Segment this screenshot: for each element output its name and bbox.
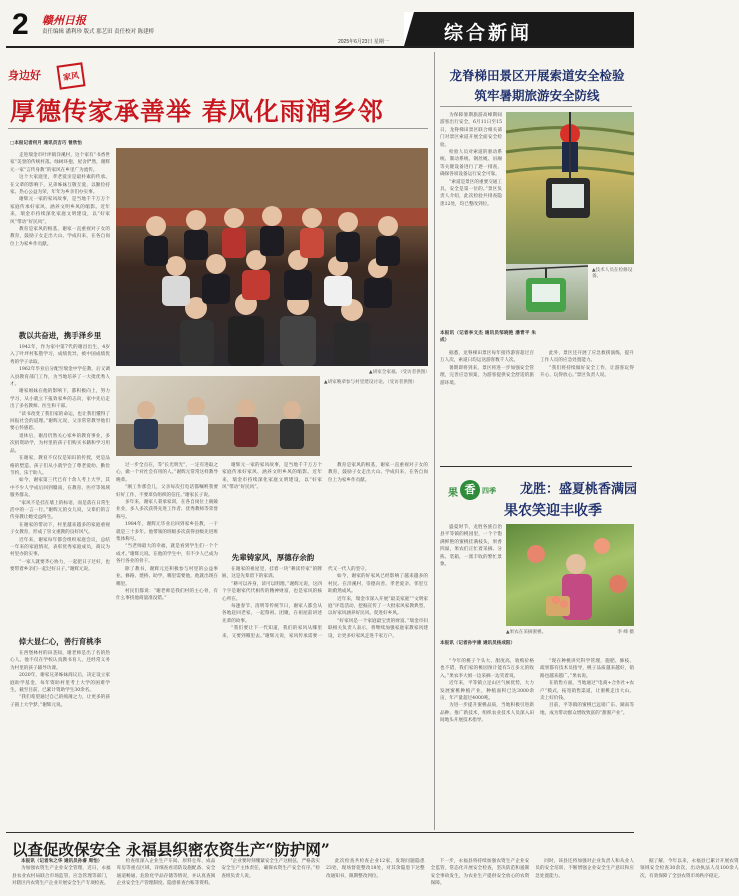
paragraph: “耕可以养身，读可以明理。”谢辉元说，这四个字是谢家代代相传的精神财富，也是家风的核心所在。 xyxy=(222,581,322,602)
paragraph: 据悉，龙脊梯田景区每年接待游客超过百万人次，索道日均运送游客数千人次。 xyxy=(440,351,534,364)
banner-notch xyxy=(404,12,414,46)
badge-post: 四季 xyxy=(482,486,496,495)
right-top-subheadline: 筑牢暑期旅游安全防线 xyxy=(474,88,600,103)
peach-photo-caption: ▲果农在采摘蜜桃。 xyxy=(506,630,547,635)
column-label-block xyxy=(8,64,92,86)
staff-credits: 责任编辑 潘利珍 版式 那艺田 责任校对 陈建桥 xyxy=(42,29,155,35)
bottom-rule xyxy=(6,832,634,833)
bottom-headline: 以查促改保安全 永福县织密农资生产“防护网” xyxy=(12,840,330,859)
paragraph: 每逢春节、清明等传统节日，谢家人都会从各地赶回老家，一起祭祖、团聚，在祖屋前讲述先辈的故事。 xyxy=(222,604,322,624)
paragraph: 为进一步提升蜜桃品质，当地积极引进新品种、推广新技术，组织农业技术人员深入田间地头开展技术指导。 xyxy=(440,703,534,724)
paragraph: 检验人员对索道的驱动系统、制动系统、钢丝绳、吊厢等关键设备进行了逐一排查，确保各项设备运行安全可靠。 xyxy=(440,150,502,178)
section-banner xyxy=(404,12,634,46)
subhead-2: 倬大显仁心，善行育桃李 xyxy=(18,637,102,646)
right-mid-col1 xyxy=(440,524,502,628)
paragraph: 下一步，永福县将持续加强农资生产企业安全监管，常态化开展安全检查，坚决防范和遏制安全事故发生，为农业生产提供安全放心的农资保障。 xyxy=(430,859,530,887)
right-top-col1 xyxy=(440,112,502,326)
lead-col2 xyxy=(116,462,218,828)
right-top-headline: 龙脊梯田景区开展索道安全检验 xyxy=(449,68,625,83)
paragraph: 教育是家风的根基，谢家一直重视对子女的教育，鼓励子女走出大山、学成归来，在各自岗位上为家乡作贡献。 xyxy=(328,463,428,483)
right-mid-headline-b: 果农笑迎丰收季 xyxy=(504,503,602,519)
paragraph: 近年来，平等镇立足山区气候优势，大力发展蜜桃种植产业，种植面积已达3000余亩，年产量超过4000吨。 xyxy=(440,681,534,702)
column-stamp: 家风 xyxy=(56,62,85,89)
paragraph: 近年来，谢家每年都会组织家庭会议，总结一年来的家庭情况，表彰优秀家庭成员，商议为村里办的实事。 xyxy=(10,537,110,558)
lead-col3 xyxy=(222,566,428,828)
paragraph: 在谢家的祖屋里，挂着一块“耕读传家”的牌匾，这是先辈留下的家训。 xyxy=(222,567,322,580)
cable-car-icon xyxy=(506,264,588,320)
paragraph: “好家风是一个家庭最宝贵的财富。”瑞金市妇联相关负责人表示，将继续加强家庭家教家风建设，让更多好家风走进千家万户。 xyxy=(328,618,428,639)
headline-rule xyxy=(8,128,428,129)
paragraph: “现在种桃讲究科学管理，施肥、修枝、疏果都有技术员指导，桃子品质越来越好，销路也越来越广。”果农说。 xyxy=(540,659,634,679)
section-title: 综合新闻 xyxy=(444,22,533,44)
masthead: 赣州日报 xyxy=(42,14,86,27)
right-mid-body xyxy=(440,658,634,828)
discussion-photo-caption: ▲胡家晚辈参与村里建设讨论。（受访者供图） xyxy=(324,380,418,385)
paragraph: 谢辉元一家的家风故事，是当地千千万万个家庭传承好家风、涵养文明乡风的缩影。近年来，瑞金市持续深化家庭文明建设，以“好家风”带动“好民风”。 xyxy=(222,463,322,491)
paragraph: 近年来，瑞金市深入开展“最美家庭”“文明家庭”评选活动，挖掘宣传了一大批家风家教典型，以好家风涵养好民风、促进好乡风。 xyxy=(328,596,428,617)
cableway-photo-lower xyxy=(506,264,588,320)
paragraph: 除了教书，谢辉元还积极参与村里的公益事业。修路、建桥、助学，哪里需要他，他就出现在哪里。 xyxy=(116,566,218,587)
page-column-rule xyxy=(434,52,435,830)
peach-photo-credit: 李 峰 摄 xyxy=(617,630,634,635)
header-rule xyxy=(6,46,634,48)
paragraph: 盛夏时节，龙胜各族自治县平等镇的桃园里，一个个饱满鲜艳的蜜桃挂满枝头，果香四溢，果农们正忙着采摘、分拣、装箱，一派丰收的繁忙景象。 xyxy=(440,525,502,568)
paragraph: 据了解，今年以来，永福县已累计开展农资领域安全检查30余次，出动执法人员100余人次，有效保障了全县农资市场秩序稳定。 xyxy=(639,859,739,879)
paragraph: 如今，谢家第三代已有十余人考上大学，其中不少人学成后回到赣南，在教育、医疗等领域服务群众。 xyxy=(10,478,110,499)
right-divider xyxy=(440,466,632,467)
peach-photo-scene xyxy=(506,524,634,626)
paragraph: 多年来，谢家人秉承家训，在各自岗位上兢兢业业，多人多次获得先进工作者、优秀教师等荣誉称号。 xyxy=(116,500,218,520)
peach-photo xyxy=(506,524,634,626)
paragraph: 谢家姐妹在他的影响下，都积极向上，努力学习，从小就立下报效家乡的志向，家中先后走出了多名教师、医生和干部。 xyxy=(10,389,110,410)
bottom-byline: 本报讯（记者朱之华 通讯员孙睿 周怡） xyxy=(21,859,103,864)
cableway-photo-scene xyxy=(506,112,634,264)
family-photo-caption: ▲胡家全家福。（受访者供图） xyxy=(369,370,430,375)
right-mid-byline: 本报讯（记者孙宇康 通讯员杨成阳） xyxy=(440,641,516,646)
cableway-photo-caption: ▲技术人员在检修设备。 xyxy=(592,268,633,279)
paragraph: “刚工作那会儿，父亲每次打电话都嘱咐我要好好工作，不要辜负组织的信任。”谢家长子说。 xyxy=(116,485,218,498)
family-photo xyxy=(116,148,428,366)
paragraph: 检查组深入企业生产车间、原料仓库、成品库房等重点区域，详细查看消防设施配备、安全通道畅通、危险化学品存储等情况，并认真查阅企业安全生产管理制度、隐患排查台账等资料。 xyxy=(116,859,216,887)
paragraph: 为加强农资生产企业安全管理，近日，永福县农业农村局联合市场监管、应急管理等部门，对辖区内农资生产企业开展安全生产专项检查。 xyxy=(12,866,111,887)
paragraph: 这个大家庭里，孝老爱亲是最朴素的传承。在父辈的影响下，兄弟姊妹互敬互爱，以勤俭持家、热心公益为荣，年年为乡亲们办实事。 xyxy=(10,175,110,196)
paragraph: 同时，该县还将加强对企业负责人和从业人员的安全培训，不断增强企业安全生产意识和应急处置能力。 xyxy=(535,859,634,879)
lead-col1 xyxy=(10,344,110,634)
paragraph: 教育是家风的根基，谢家一直重视对子女的教育，鼓励子女走出大山、学成归来，在各自岗位上为家乡作贡献。 xyxy=(10,227,110,247)
badge-main: 香 xyxy=(460,480,480,500)
issue-date: 2025年6月23日 星期一 xyxy=(338,39,389,45)
paragraph: “我们希望通过自己的绵薄之力，让更多的孩子圆上大学梦。”谢辉元说。 xyxy=(10,695,110,708)
lead-col1b xyxy=(10,650,110,826)
discussion-photo xyxy=(116,376,320,456)
lead-col2-top xyxy=(222,462,428,548)
paragraph: 如今，谢家的好家风已经影响了越来越多的村民。在洋溪村，崇德向善、孝老爱亲、邻里互助蔚然成风。 xyxy=(328,574,428,595)
paragraph: 退休后，谢昌仍然关心家乡的教育事业，多次捐资助学，为村里的孩子们购买书籍和学习用品。 xyxy=(10,433,110,454)
family-photo-figures xyxy=(116,148,428,366)
subhead-1: 教以共奋进，携手泽乡里 xyxy=(18,331,102,340)
right-top-col2 xyxy=(440,350,634,462)
paragraph: “企业要时刻绷紧安全生产这根弦，严格落实安全生产主体责任，确保农资生产安全有序。”检查组负责人说。 xyxy=(221,859,320,879)
paragraph: 过一步全点在，等“长光明光”，一定有进取之心，做一个对社会有用的人。”谢辉元常常这样教导晚辈。 xyxy=(116,463,218,483)
paragraph: “我们将持续做好安全工作，让游客玩得开心、玩得放心。”景区负责人说。 xyxy=(540,365,634,379)
paragraph: 在谢家的带动下，村里越来越多的家庭重视子女教育，形成了崇文重教的良好风气。 xyxy=(10,522,110,536)
badge-pre: 果 xyxy=(448,488,458,499)
page-number: 2 xyxy=(12,8,29,41)
cableway-photo xyxy=(506,112,634,264)
paragraph: 此次检查共检查企业12家，发现问题隐患23处，现场督促整改18处，对其余隐患下达整改通知书，限期整改到位。 xyxy=(325,859,425,879)
lead-byline: □本报记者何月 通讯员吉巧 曾欣怡 xyxy=(10,141,82,146)
paragraph: “读书改变了我们家的命运，也让我们懂得了回报社会的道理。”谢辉元说，父亲常常教导他们要心怀感恩。 xyxy=(10,411,110,432)
paragraph: 走进瑞金市叶坪镇洋溪村，这个家有“书香世家”美誉的传统村落。绿树环抱，屋舍俨然，谢辉元一家“言传身教”的家风在乡里广为流传。 xyxy=(10,153,110,173)
bottom-body xyxy=(12,858,739,894)
paragraph: 1942年，作为家中第7代的谢昌出生，4岁入了叶坪村私塾学习，成绩优异，被中国成绩优秀的学子录取。 xyxy=(10,345,110,365)
paragraph: 1984年，谢辉元毕业后回到家乡任教，一干就是三十多年。他带领的班级多次获得县级先进班集体称号。 xyxy=(116,522,218,543)
paragraph: 谢辉元一家的家风故事，是当地千千万万个家庭传承好家风、涵养文明乡风的缩影。近年来，瑞金市持续深化家庭文明建设，以“好家风”带动“好民风”。 xyxy=(10,197,110,225)
paragraph: 暑期即将到来，景区将进一步加强安全管理，完善应急预案，为游客提供安全舒适的旅游环境。 xyxy=(440,365,534,386)
paragraph: 在西堡林村的田垄间，谢老师是出了名的热心人。他不仅在学校认真教书育人，还经常义务为村里的孩子辅导功课。 xyxy=(10,651,110,671)
paragraph: “家风不是挂在墙上的标语，而是落在日常生活中的一言一行。”谢辉元的女儿说，父辈们的言传身教让她受益终生。 xyxy=(10,500,110,521)
paragraph: “一家人就要齐心协力，一起把日子过好，也要带着乡亲们一起过好日子。”谢辉元说。 xyxy=(10,559,110,573)
column-label: 身边好 xyxy=(8,69,41,82)
lead-intro xyxy=(10,152,110,326)
paragraph: “我们要让下一代知道，我们的家风从哪里来，又要到哪里去。”谢辉元说，家风传承需要一代又一代人的坚守。 xyxy=(222,567,370,639)
discussion-photo-figures xyxy=(116,376,320,456)
paragraph: 村民们都说：“谢老师是我们村的主心骨，有什么事找他商量准没错。” xyxy=(116,588,218,602)
paragraph: 2020年，谢家兄弟姊妹商议后，决定设立家庭助学基金，每年资助村里考上大学的困难学生。截至目前，已累计资助学生30余名。 xyxy=(10,673,110,694)
paragraph: 在销售方面，当地通过“电商+合作社+农户”模式，拓宽销售渠道，让蜜桃走出大山、卖上好价钱。 xyxy=(540,681,634,702)
right-top-rule xyxy=(440,106,632,107)
subhead-3: 先辈铸家风，厚德存余韵 xyxy=(231,553,315,562)
paragraph: 目前，平等镇的蜜桃已远销广东、湖南等地，成为带动群众增收致富的“甜蜜产业”。 xyxy=(540,703,634,716)
page-header xyxy=(6,8,634,45)
paragraph: 为保障暑期旅游高峰期间游客出行安全，6月11日至15日，龙脊梯田景区联合相关部门对景区索道开展全面安全检验。 xyxy=(440,113,502,148)
paragraph: “索道是景区的重要交通工具，安全是第一位的。”景区负责人介绍，此次检验共排查隐患12处，均已整改到位。 xyxy=(440,179,502,207)
right-top-byline: 本报讯（记者李文杰 通讯员邹晓艳 潘青平 朱成） xyxy=(440,331,536,344)
right-mid-headline-a: 龙胜：盛夏桃香满园 xyxy=(520,482,638,497)
paragraph: 此外，景区还开展了应急救援演练，提升工作人员的应急处置能力。 xyxy=(540,351,634,364)
paragraph: “当老师最大的幸福，就是看到学生们一个个成才。”谢辉元说。在他的学生中，有不少人已成为各行各业的骨干。 xyxy=(116,544,218,565)
lead-headline: 厚德传家承善举 春风化雨润乡邻 xyxy=(10,97,384,126)
paragraph: 1962年毕业后分配至瑞金中学任教，后又调入县教育部门工作，为当地培养了一大批优秀人才。 xyxy=(10,367,110,388)
paragraph: “今年的桃子个头大、甜度高，收购价格也不错，我们家的桃园预计能有5万多元的收入。”果农李大姐一边采摘一边笑着说。 xyxy=(440,659,534,679)
paragraph: 在谢家，教育不仅仅是知识的传授，更是品格的塑造。孩子们从小就学会了尊老爱幼、勤俭节约、乐于助人。 xyxy=(10,456,110,476)
